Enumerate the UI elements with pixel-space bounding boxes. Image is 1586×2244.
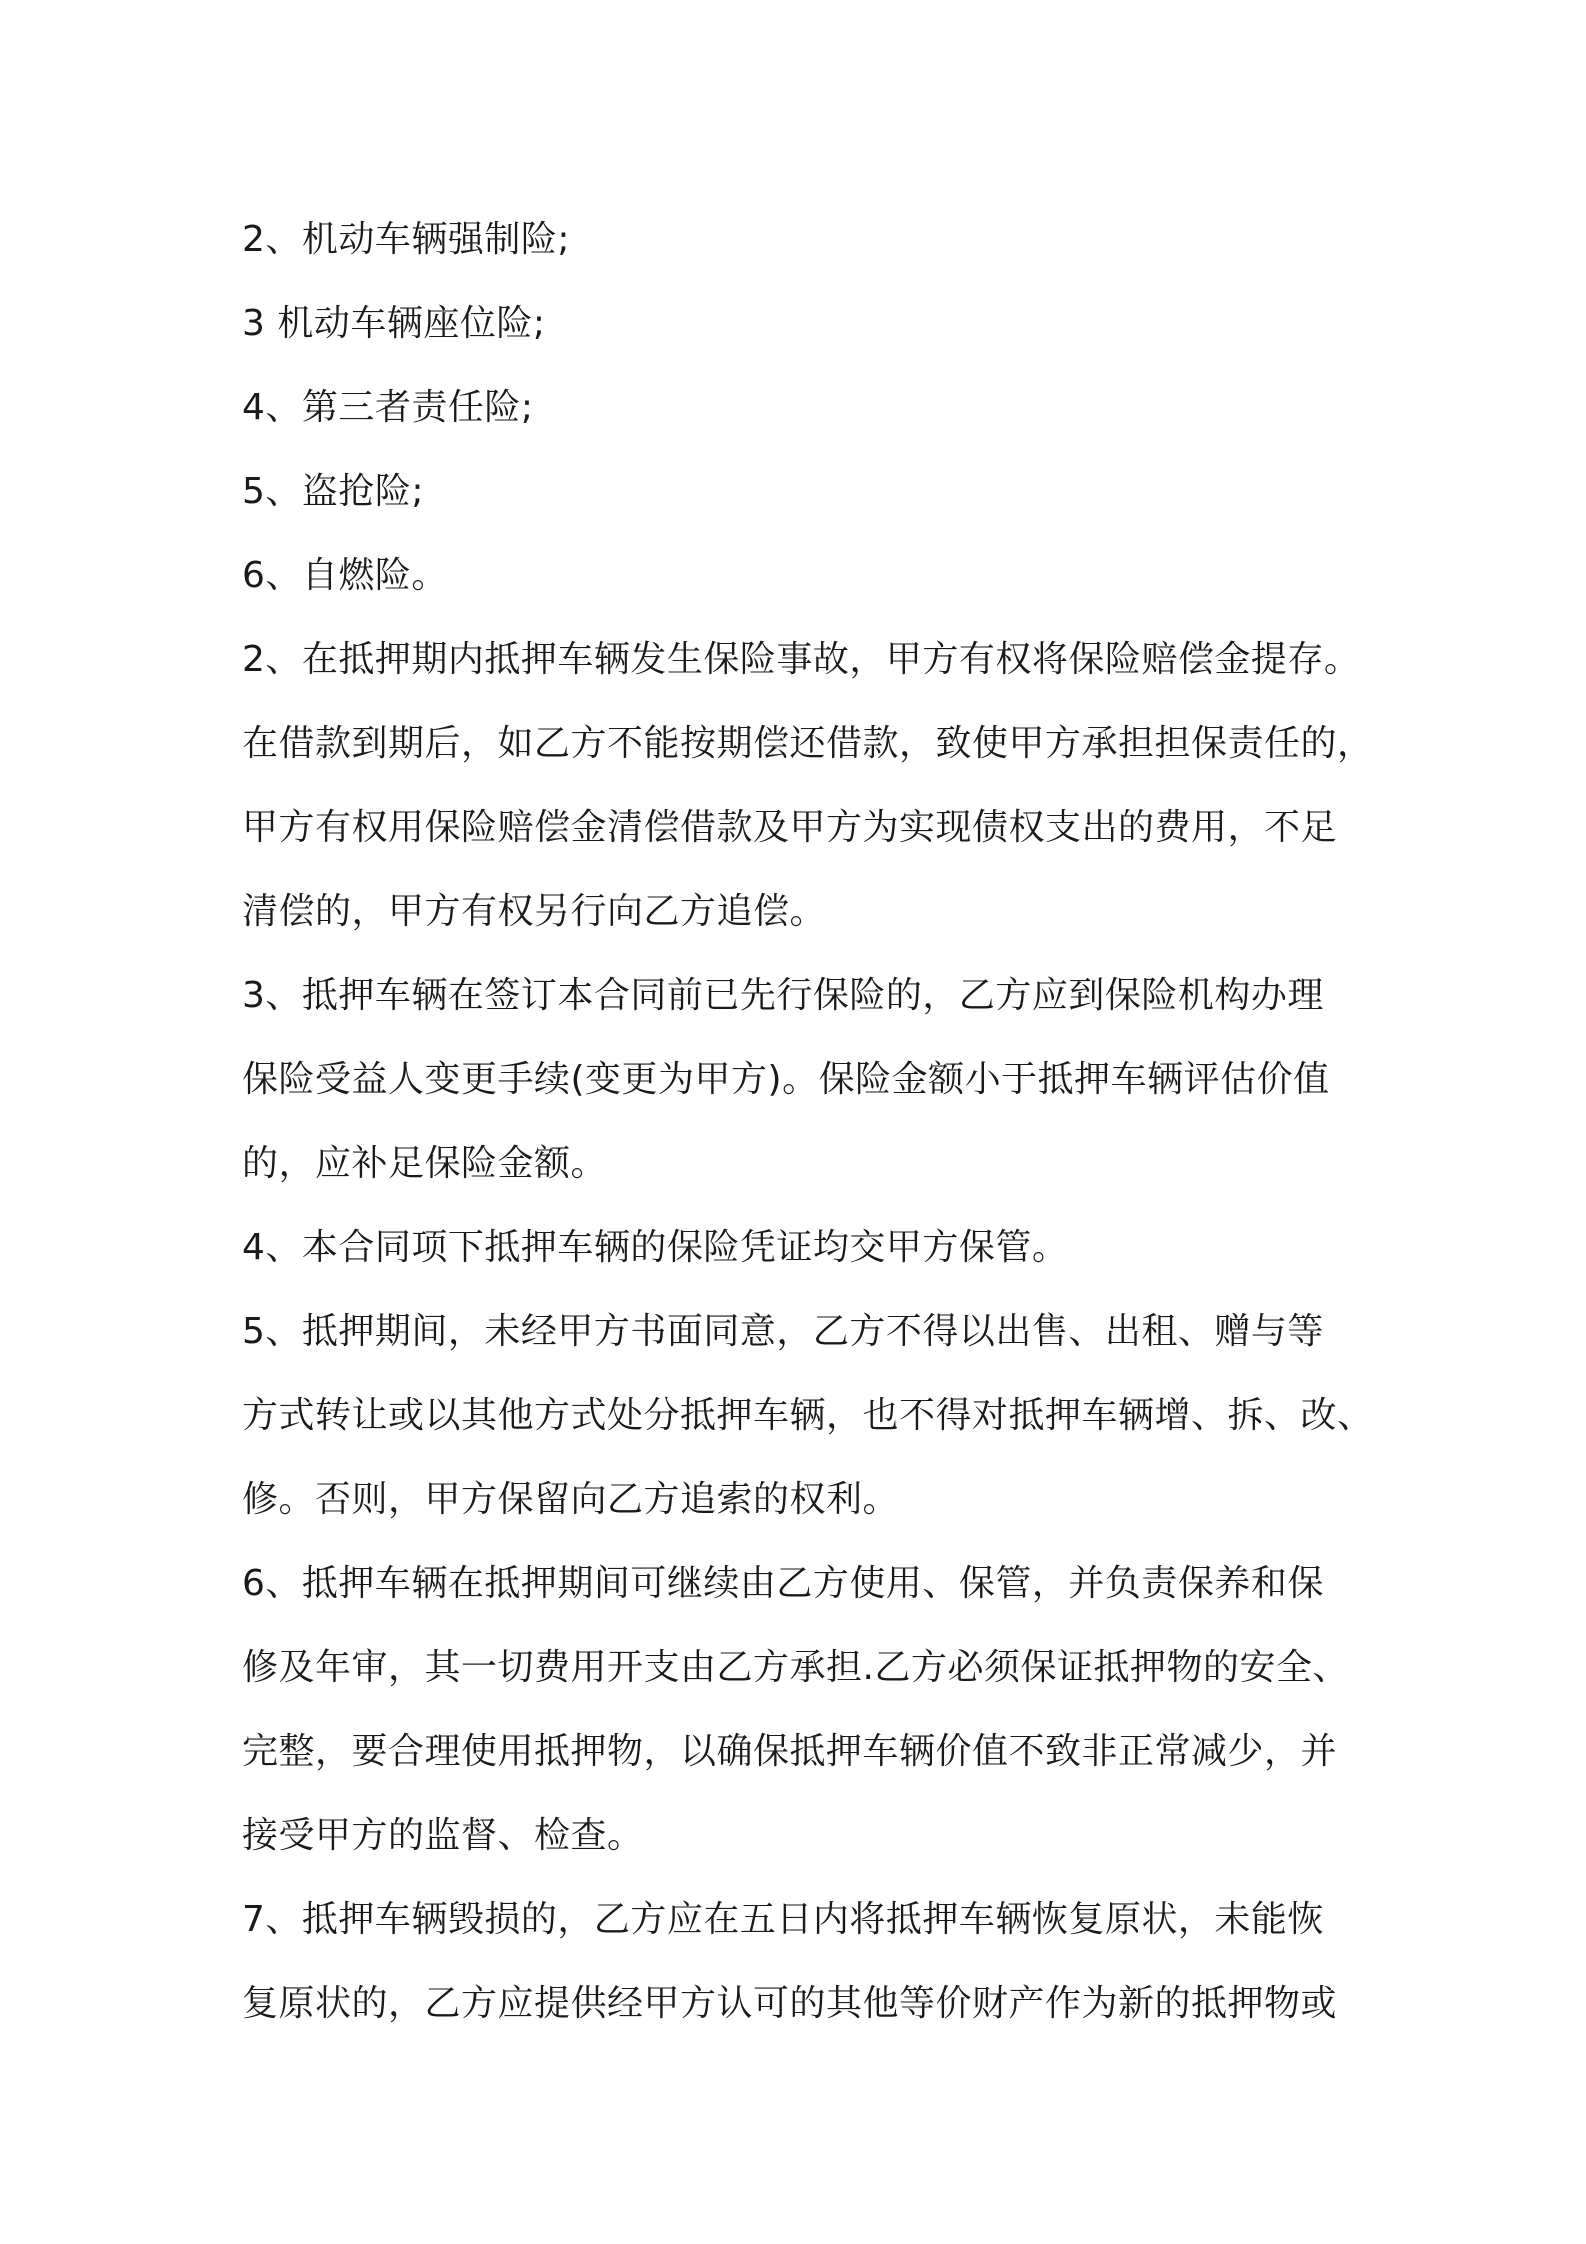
list-item-insurance-self-ignition: 6、自燃险。 xyxy=(242,555,448,596)
clause-2-line-1: 2、在抵押期内抵押车辆发生保险事故，甲方有权将保险赔偿金提存。 xyxy=(242,639,1361,680)
clause-7-line-2: 复原状的，乙方应提供经甲方认可的其他等价财产作为新的抵押物或 xyxy=(242,1983,1338,2024)
clause-3-line-3: 的，应补足保险金额。 xyxy=(242,1143,608,1184)
clause-6-line-2: 修及年审，其一切费用开支由乙方承担.乙方必须保证抵押物的安全、 xyxy=(242,1647,1349,1688)
clause-3-line-1: 3、抵押车辆在签订本合同前已先行保险的，乙方应到保险机构办理 xyxy=(242,975,1324,1016)
clause-2-line-3: 甲方有权用保险赔偿金清偿借款及甲方为实现债权支出的费用，不足 xyxy=(242,807,1338,848)
list-item-insurance-compulsory: 2、机动车辆强制险; xyxy=(242,219,571,260)
clause-6-line-1: 6、抵押车辆在抵押期间可继续由乙方使用、保管，并负责保养和保 xyxy=(242,1563,1324,1604)
clause-5-line-2: 方式转让或以其他方式处分抵押车辆，也不得对抵押车辆增、拆、改、 xyxy=(242,1395,1374,1436)
list-item-insurance-seat: 3 机动车辆座位险; xyxy=(242,303,546,344)
clause-5-line-3: 修。否则，甲方保留向乙方追索的权利。 xyxy=(242,1479,900,1520)
clause-2-line-4: 清偿的，甲方有权另行向乙方追偿。 xyxy=(242,891,827,932)
document-body xyxy=(242,198,1372,2046)
clause-6-line-3: 完整，要合理使用抵押物，以确保抵押车辆价值不致非正常减少，并 xyxy=(242,1731,1338,1772)
list-item-insurance-third-party: 4、第三者责任险; xyxy=(242,387,534,428)
list-item-insurance-theft: 5、盗抢险; xyxy=(242,471,425,512)
clause-7-line-1: 7、抵押车辆毁损的，乙方应在五日内将抵押车辆恢复原状，未能恢 xyxy=(242,1899,1324,1940)
clause-2-line-2: 在借款到期后，如乙方不能按期偿还借款，致使甲方承担担保责任的， xyxy=(242,723,1374,764)
clause-6-line-4: 接受甲方的监督、检查。 xyxy=(242,1815,644,1856)
clause-5-line-1: 5、抵押期间，未经甲方书面同意，乙方不得以出售、出租、赠与等 xyxy=(242,1311,1324,1352)
clause-4-line-1: 4、本合同项下抵押车辆的保险凭证均交甲方保管。 xyxy=(242,1227,1069,1268)
clause-3-line-2: 保险受益人变更手续(变更为甲方)。保险金额小于抵押车辆评估价值 xyxy=(242,1059,1330,1100)
